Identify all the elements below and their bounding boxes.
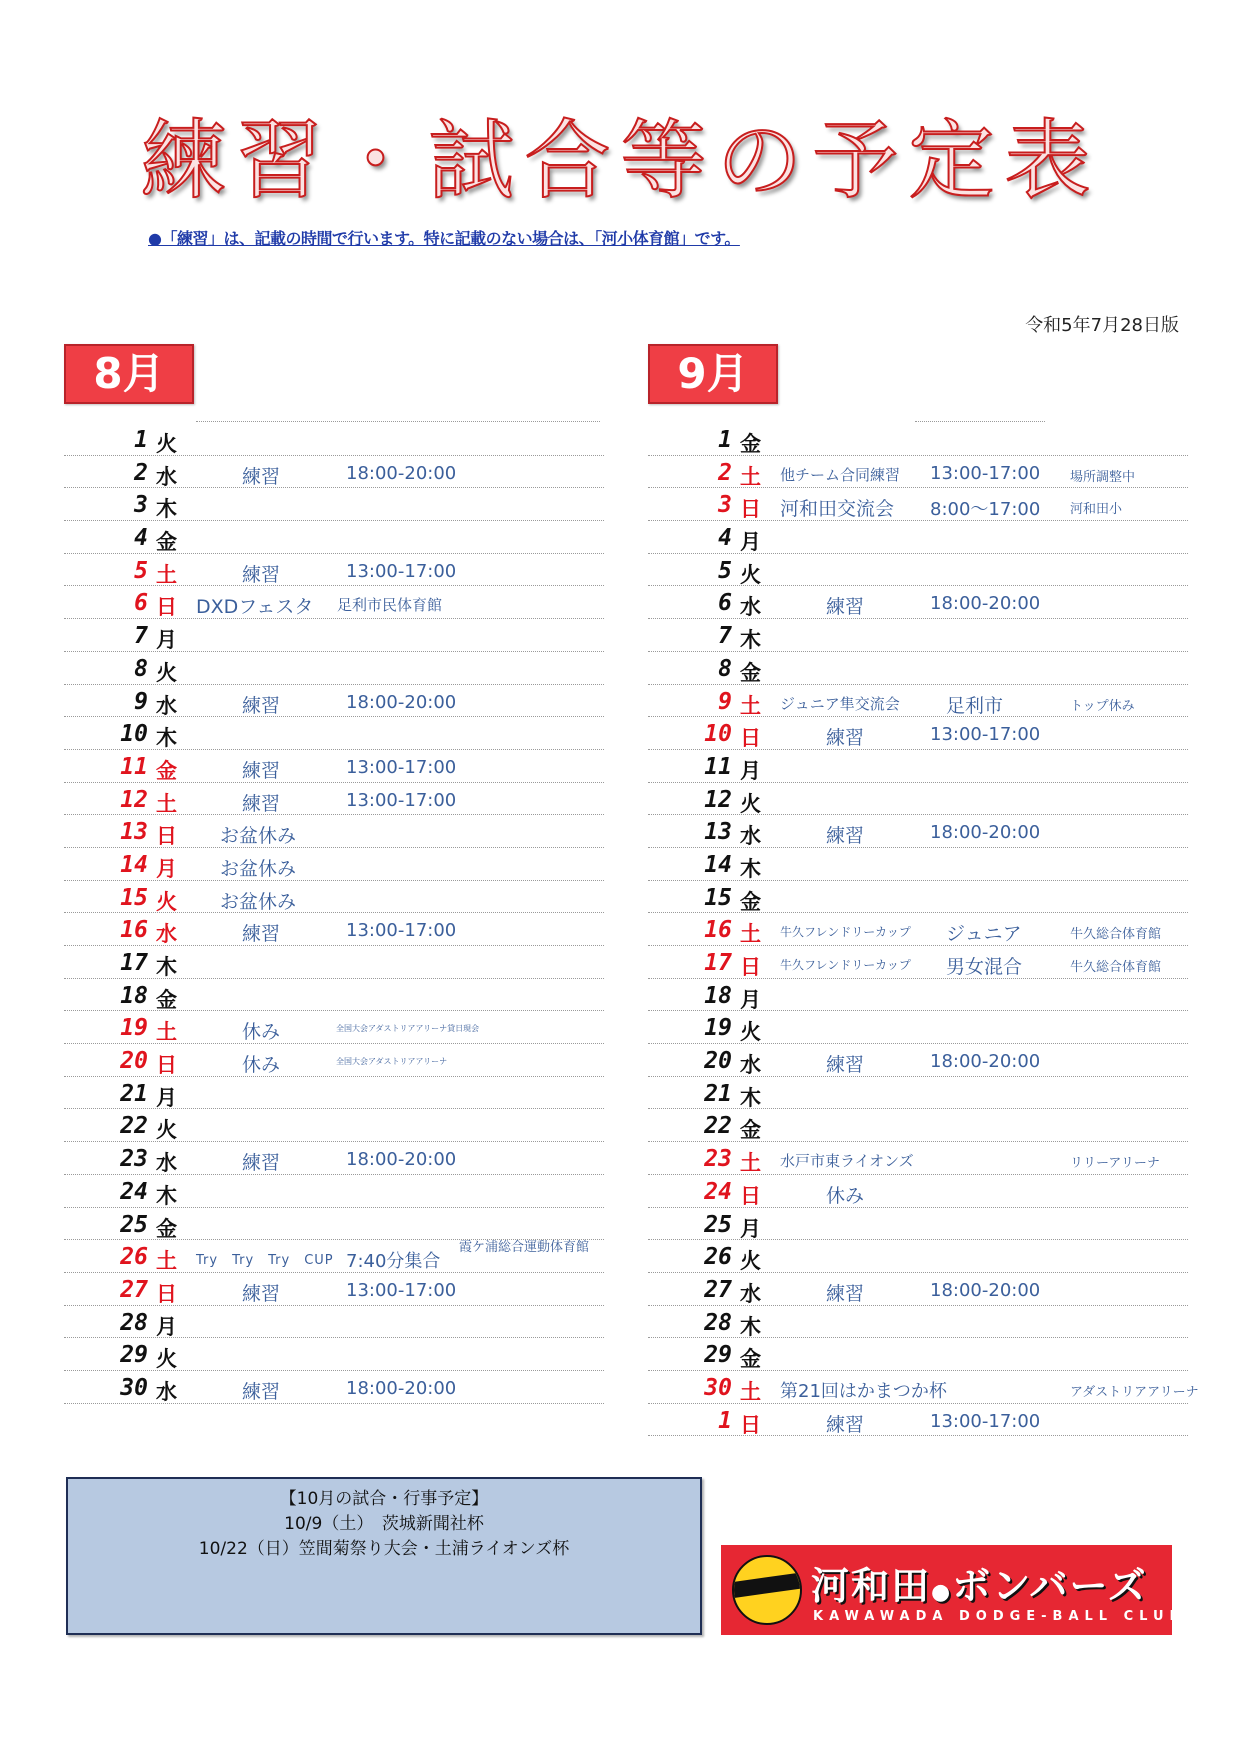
logo-name2: ボンバーズ — [952, 1564, 1148, 1608]
weekday: 金 — [740, 660, 761, 685]
calendar-row — [648, 881, 1188, 914]
day-number: 16 — [704, 917, 732, 944]
activity: 他チーム合同練習 — [780, 465, 901, 484]
day-number: 10 — [120, 721, 148, 748]
calendar-row — [64, 1371, 604, 1404]
activity: ジュニア隼交流会 — [780, 694, 900, 713]
day-number: 30 — [120, 1374, 148, 1401]
time: 8:00～17:00 — [930, 499, 1041, 521]
logo-name: 河和田 — [811, 1564, 932, 1608]
logo-text: 河和田●ボンバーズ — [811, 1564, 1148, 1608]
calendar-row — [648, 586, 1188, 619]
calendar-row — [648, 652, 1188, 685]
weekday: 金 — [740, 1347, 761, 1372]
weekday: 木 — [740, 856, 761, 881]
weekday: 月 — [156, 1314, 177, 1339]
activity: お盆休み — [220, 825, 297, 848]
time-or-group: 足利市 — [946, 694, 1004, 717]
day-number: 4 — [718, 525, 732, 552]
venue-note: 全国大会アダストリアアリーナ — [336, 1057, 448, 1067]
weekday: 火 — [156, 432, 177, 456]
weekday: 月 — [740, 1216, 761, 1241]
october-schedule-box — [66, 1477, 702, 1635]
calendar-row — [64, 848, 604, 881]
calendar-row — [64, 815, 604, 848]
activity: 練習 — [242, 1152, 281, 1175]
day-number: 1 — [718, 1407, 732, 1434]
day-number: 2 — [134, 459, 148, 486]
activity: 河和田交流会 — [780, 498, 895, 521]
calendar-row — [648, 848, 1188, 881]
time-or-group: ジュニア — [946, 923, 1022, 946]
activity: Try Try Try CUP — [196, 1253, 334, 1269]
day-number: 7 — [134, 623, 148, 650]
weekday: 水 — [156, 1151, 177, 1176]
calendar-row — [648, 1077, 1188, 1110]
calendar-row — [648, 1273, 1188, 1306]
day-number: 17 — [120, 950, 148, 976]
weekday: 月 — [740, 758, 761, 783]
time: 13:00-17:00 — [930, 724, 1041, 746]
calendar-row — [64, 619, 604, 652]
time: 18:00-20:00 — [930, 822, 1041, 844]
time: 18:00-20:00 — [930, 1279, 1041, 1301]
weekday: 月 — [740, 530, 761, 555]
day-number: 26 — [120, 1244, 148, 1271]
day-number: 3 — [134, 492, 148, 519]
weekday: 月 — [156, 628, 177, 653]
activity: DXDフェスタ — [196, 596, 314, 619]
day-number: 12 — [120, 786, 148, 813]
calendar-row — [648, 488, 1188, 521]
october-title: 【10月の試合・行事予定】 — [279, 1489, 489, 1509]
venue-note: 霞ケ浦総合運動体育館 — [459, 1240, 590, 1256]
day-number: 20 — [704, 1048, 732, 1075]
calendar-row — [64, 1338, 604, 1371]
activity: 練習 — [242, 465, 281, 488]
weekday: 日 — [156, 595, 177, 620]
activity: 練習 — [242, 1282, 281, 1305]
day-number: 23 — [704, 1146, 732, 1173]
edition-date: 令和5年7月28日版 — [1025, 315, 1179, 336]
day-number: 4 — [134, 525, 148, 552]
weekday: 木 — [740, 1314, 761, 1339]
calendar-row — [64, 1011, 604, 1044]
activity: お盆休み — [220, 857, 297, 880]
day-number: 27 — [704, 1276, 732, 1303]
weekday: 土 — [156, 791, 177, 816]
day-number: 17 — [704, 950, 732, 976]
day-number: 20 — [120, 1048, 148, 1075]
day-number: 3 — [718, 492, 732, 519]
weekday: 日 — [156, 1281, 177, 1306]
venue-note: 場所調整中 — [1070, 469, 1136, 485]
calendar-row — [648, 1044, 1188, 1077]
weekday: 木 — [156, 726, 177, 751]
weekday: 土 — [156, 1020, 177, 1045]
calendar-row — [648, 946, 1188, 979]
activity: 練習 — [242, 694, 281, 717]
time-or-group: 男女混合 — [946, 956, 1023, 978]
weekday: 木 — [740, 1085, 761, 1110]
weekday: 火 — [156, 660, 177, 685]
time: 13:00-17:00 — [346, 1279, 457, 1301]
day-number: 13 — [704, 819, 732, 846]
calendar-row — [648, 1175, 1188, 1208]
weekday: 日 — [740, 1183, 761, 1208]
day-number: 13 — [120, 819, 148, 846]
october-event: 10/9（土） 茨城新聞社杯 — [284, 1514, 484, 1534]
venue-note: 全国大会アダストリアアリーナ貸日現会 — [336, 1024, 480, 1034]
calendar-row — [64, 946, 604, 979]
divider — [915, 421, 1045, 422]
activity: 練習 — [242, 792, 281, 815]
calendar-row — [64, 1077, 604, 1110]
calendar-row — [64, 685, 604, 718]
day-number: 18 — [704, 982, 732, 1009]
weekday: 金 — [740, 432, 761, 456]
day-number: 30 — [704, 1374, 732, 1401]
weekday: 水 — [156, 693, 177, 718]
calendar-row — [648, 423, 1188, 456]
day-number: 6 — [134, 590, 148, 617]
venue-note: トップ休み — [1070, 698, 1135, 714]
day-number: 28 — [704, 1309, 732, 1336]
weekday: 火 — [740, 1249, 761, 1274]
calendar-row — [64, 1109, 604, 1142]
calendar-row — [64, 1208, 604, 1241]
weekday: 火 — [740, 562, 761, 587]
activity: 休み — [242, 1054, 281, 1077]
venue-note: 牛久総合体育館 — [1070, 960, 1162, 975]
activity: 練習 — [826, 1054, 865, 1077]
day-number: 29 — [704, 1342, 732, 1369]
calendar-row — [64, 750, 604, 783]
weekday: 木 — [156, 955, 177, 979]
weekday: 木 — [156, 1183, 177, 1208]
calendar-row — [648, 1109, 1188, 1142]
day-number: 15 — [704, 884, 732, 911]
practice-notice[interactable]: ●「練習」は、記載の時間で行います。特に記載のない場合は、「河小体育館」です。 — [148, 229, 740, 248]
weekday: 金 — [156, 530, 177, 555]
day-number: 19 — [704, 1015, 732, 1042]
activity: 練習 — [826, 1413, 865, 1436]
day-number: 11 — [120, 753, 148, 780]
day-number: 9 — [134, 688, 148, 715]
calendar-row — [648, 979, 1188, 1012]
page-title: 練習・試合等の予定表 — [140, 111, 1101, 211]
activity: 練習 — [826, 825, 865, 848]
divider — [196, 421, 600, 422]
venue-note: リリーアリーナ — [1070, 1156, 1160, 1172]
weekday: 土 — [740, 693, 761, 718]
day-number: 1 — [718, 427, 732, 453]
weekday: 月 — [156, 1085, 177, 1110]
calendar-row — [64, 423, 604, 456]
weekday: 日 — [740, 726, 761, 751]
weekday: 水 — [740, 1281, 761, 1306]
day-number: 25 — [120, 1211, 148, 1238]
calendar-row — [64, 881, 604, 914]
time: 18:00-20:00 — [346, 691, 457, 713]
club-logo — [721, 1545, 1186, 1635]
activity: 練習 — [826, 727, 865, 750]
calendar-row — [64, 521, 604, 554]
time: 13:00-17:00 — [346, 756, 457, 778]
calendar-row — [64, 979, 604, 1012]
weekday: 土 — [740, 922, 761, 947]
day-number: 1 — [134, 427, 148, 453]
weekday: 日 — [740, 1412, 761, 1437]
weekday: 水 — [740, 824, 761, 849]
calendar-row — [648, 1208, 1188, 1241]
weekday: 火 — [740, 1020, 761, 1045]
calendar-row — [64, 1306, 604, 1339]
day-number: 23 — [120, 1146, 148, 1173]
activity: 練習 — [242, 1380, 281, 1403]
day-number: 10 — [704, 721, 732, 748]
day-number: 27 — [120, 1276, 148, 1303]
activity: 牛久フレンドリーカップ — [780, 925, 911, 940]
calendar-row — [64, 554, 604, 587]
day-number: 28 — [120, 1309, 148, 1336]
day-number: 6 — [718, 590, 732, 617]
weekday: 金 — [740, 1118, 761, 1143]
calendar-row — [648, 1240, 1188, 1273]
october-event: 10/22（日）笠間菊祭り大会・土浦ライオンズ杯 — [198, 1539, 570, 1559]
august-calendar — [64, 423, 604, 1404]
calendar-row — [64, 652, 604, 685]
day-number: 24 — [704, 1178, 732, 1205]
calendar-row — [64, 783, 604, 816]
calendar-row — [648, 815, 1188, 848]
day-number: 5 — [134, 557, 148, 584]
calendar-row — [64, 1175, 604, 1208]
activity: 練習 — [242, 563, 281, 586]
weekday: 水 — [740, 595, 761, 620]
activity: 練習 — [826, 596, 865, 619]
weekday: 日 — [740, 497, 761, 522]
calendar-row — [648, 783, 1188, 816]
activity: 牛久フレンドリーカップ — [780, 958, 911, 972]
dodgeball-icon — [732, 1555, 802, 1625]
time: 18:00-20:00 — [930, 1051, 1041, 1073]
day-number: 26 — [704, 1244, 732, 1271]
weekday: 水 — [740, 1053, 761, 1078]
venue-note: アダストリアアリーナ — [1070, 1384, 1199, 1400]
weekday: 金 — [156, 1216, 177, 1241]
calendar-row — [648, 1371, 1199, 1404]
calendar-row — [64, 586, 604, 619]
day-number: 14 — [120, 851, 148, 878]
weekday: 木 — [156, 497, 177, 522]
time: 13:00-17:00 — [346, 560, 457, 582]
venue-note: 牛久総合体育館 — [1070, 927, 1162, 943]
calendar-row — [648, 1338, 1188, 1371]
day-number: 8 — [718, 655, 732, 682]
activity: 第21回はかまつか杯 — [780, 1380, 947, 1402]
day-number: 21 — [704, 1080, 732, 1107]
logo-subtitle: KAWAWADA DODGE-BALL CLUB — [813, 1609, 1186, 1624]
day-number: 22 — [120, 1113, 148, 1140]
time: 13:00-17:00 — [346, 789, 457, 811]
month-label-september: 9月 — [648, 344, 778, 404]
calendar-row — [648, 1011, 1188, 1044]
weekday: 土 — [740, 464, 761, 489]
day-number: 24 — [120, 1178, 148, 1205]
time: 18:00-20:00 — [346, 1377, 457, 1399]
calendar-row — [64, 1240, 604, 1273]
calendar-row — [648, 1306, 1188, 1339]
time: 13:00-17:00 — [346, 920, 457, 942]
day-number: 7 — [718, 623, 732, 650]
day-number: 15 — [120, 884, 148, 911]
time: 13:00-17:00 — [930, 462, 1041, 484]
calendar-row — [64, 488, 604, 521]
day-number: 5 — [718, 557, 732, 584]
calendar-row — [64, 1044, 604, 1077]
day-number: 14 — [704, 851, 732, 878]
time: 18:00-20:00 — [346, 1149, 457, 1171]
weekday: 火 — [156, 889, 177, 914]
time: 18:00-20:00 — [346, 462, 457, 484]
weekday: 金 — [156, 758, 177, 783]
day-number: 9 — [718, 688, 732, 715]
activity: 休み — [826, 1184, 865, 1207]
venue-note: 河和田小 — [1070, 502, 1123, 518]
activity: 水戸市東ライオンズ — [780, 1152, 914, 1171]
day-number: 8 — [134, 655, 148, 682]
weekday: 火 — [156, 1118, 177, 1143]
weekday: 水 — [156, 922, 177, 947]
day-number: 29 — [120, 1342, 148, 1369]
weekday: 土 — [156, 1249, 177, 1274]
weekday: 火 — [156, 1347, 177, 1372]
activity: 練習 — [242, 923, 281, 946]
calendar-row — [648, 619, 1188, 652]
day-number: 18 — [120, 982, 148, 1009]
calendar-row — [648, 554, 1188, 587]
activity: 練習 — [242, 759, 281, 782]
calendar-row — [64, 1142, 604, 1175]
day-number: 2 — [718, 459, 732, 486]
activity: 休み — [242, 1021, 281, 1044]
weekday: 土 — [740, 1151, 761, 1176]
calendar-row — [648, 685, 1188, 718]
weekday: 火 — [740, 791, 761, 816]
day-number: 19 — [120, 1015, 148, 1042]
day-number: 12 — [704, 786, 732, 813]
calendar-row — [648, 913, 1188, 946]
weekday: 水 — [156, 464, 177, 489]
calendar-row — [64, 913, 604, 946]
day-number: 21 — [120, 1080, 148, 1107]
time: 18:00-20:00 — [930, 593, 1041, 615]
weekday: 月 — [156, 856, 177, 881]
day-number: 25 — [704, 1211, 732, 1238]
day-number: 22 — [704, 1113, 732, 1140]
time: 13:00-17:00 — [930, 1410, 1041, 1432]
weekday: 金 — [156, 987, 177, 1012]
weekday: 日 — [156, 1053, 177, 1078]
weekday: 水 — [156, 1379, 177, 1404]
calendar-row — [648, 1142, 1188, 1175]
weekday: 月 — [740, 987, 761, 1012]
weekday: 土 — [156, 562, 177, 587]
calendar-row — [64, 456, 604, 489]
activity: お盆休み — [220, 890, 297, 913]
month-label-august: 8月 — [64, 344, 194, 404]
weekday: 日 — [156, 824, 177, 849]
activity: 練習 — [826, 1282, 865, 1305]
calendar-row — [648, 521, 1188, 554]
day-number: 16 — [120, 917, 148, 944]
day-number: 11 — [704, 753, 732, 780]
calendar-row — [648, 456, 1188, 489]
weekday: 日 — [740, 955, 761, 979]
calendar-row — [648, 1404, 1188, 1437]
venue: 足利市民体育館 — [337, 596, 443, 615]
september-calendar — [648, 423, 1199, 1437]
weekday: 土 — [740, 1379, 761, 1404]
calendar-row — [648, 717, 1188, 750]
weekday: 金 — [740, 889, 761, 914]
calendar-row — [64, 1273, 604, 1306]
calendar-row — [648, 750, 1188, 783]
time: 7:40分集合 — [346, 1251, 441, 1273]
calendar-row — [64, 717, 604, 750]
weekday: 木 — [740, 628, 761, 653]
